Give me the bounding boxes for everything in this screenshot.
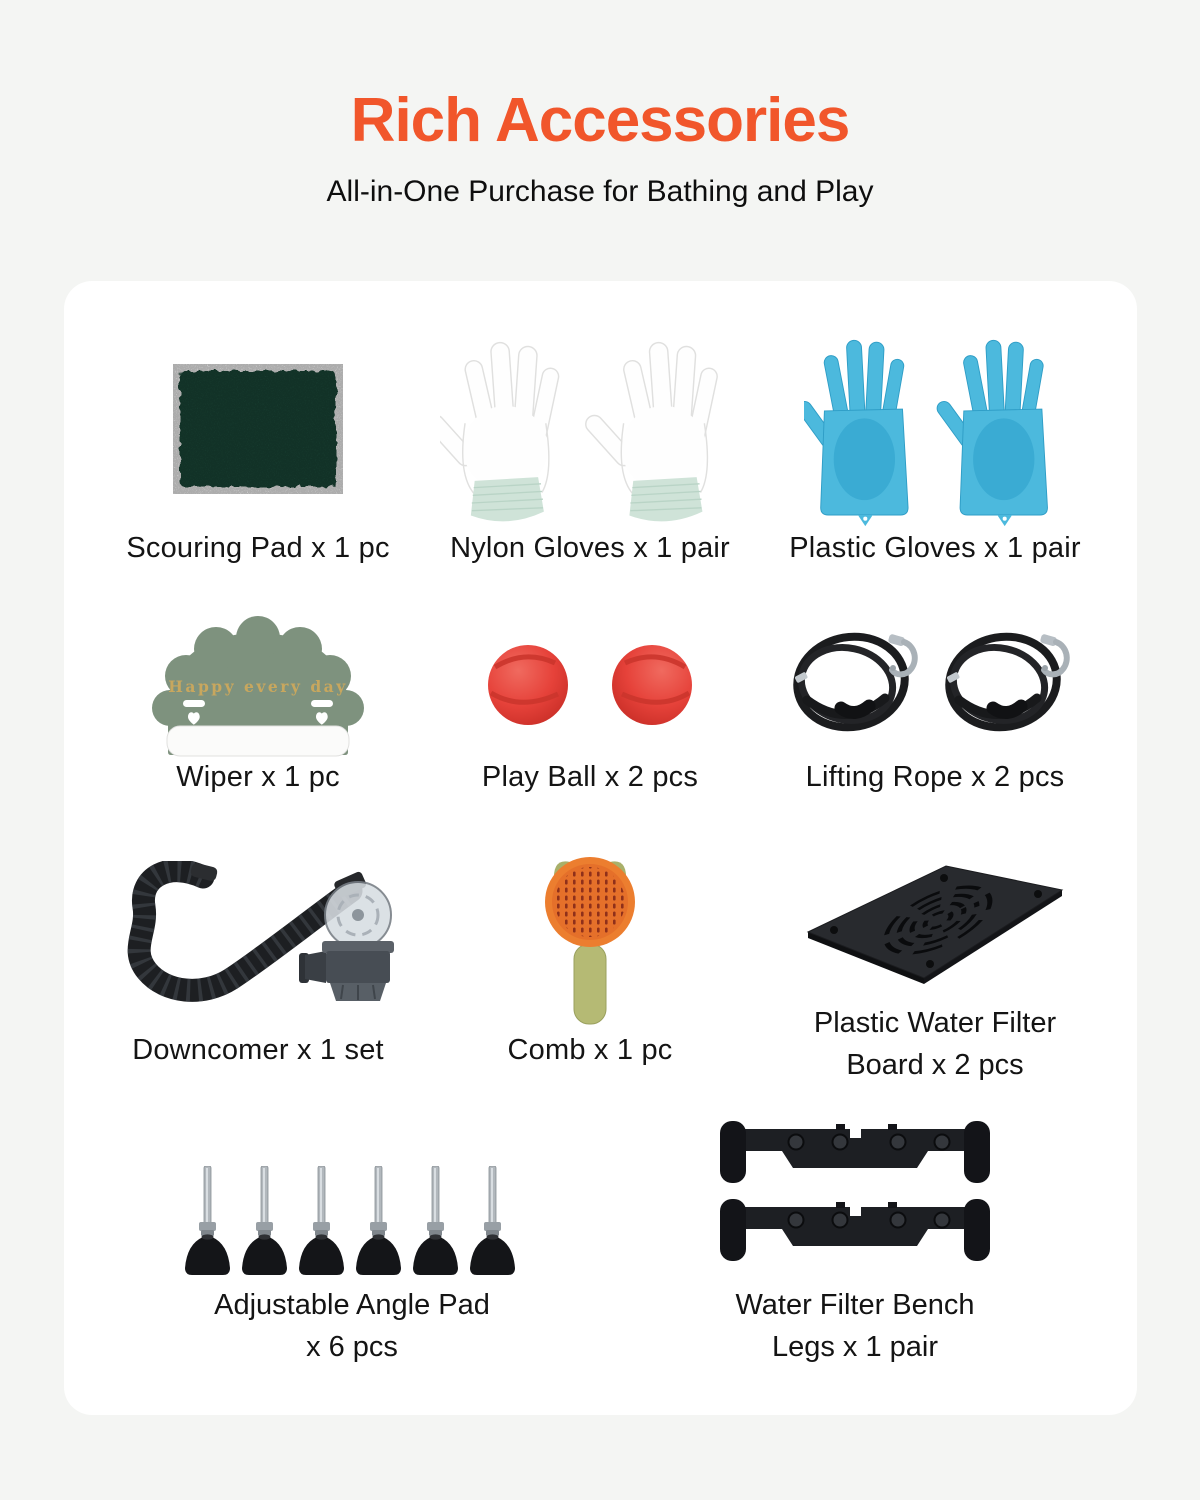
plastic-gloves-icon xyxy=(804,331,1066,528)
play-ball-icon xyxy=(485,641,695,729)
item-scouring-pad xyxy=(88,330,428,568)
item-label: Scouring Pad x 1 pc xyxy=(126,532,390,564)
item-adjustable-angle-pad xyxy=(152,1100,552,1368)
scouring-pad-icon xyxy=(173,364,343,494)
lifting-rope-icon xyxy=(789,624,1081,746)
item-label-line1: Plastic Water Filter xyxy=(813,1007,1057,1039)
adjustable-angle-pad-icon xyxy=(182,1166,522,1278)
item-downcomer xyxy=(88,842,428,1070)
item-water-filter-board xyxy=(772,842,1098,1086)
nylon-gloves-icon xyxy=(440,331,740,528)
water-filter-board-icon xyxy=(798,856,1073,988)
item-label xyxy=(735,1284,974,1368)
item-label-line2: Legs x 1 pair xyxy=(771,1331,939,1363)
item-label: Lifting Rope x 2 pcs xyxy=(805,761,1065,793)
item-label-line2: Board x 2 pcs xyxy=(846,1049,1024,1081)
item-label: Play Ball x 2 pcs xyxy=(481,761,699,793)
item-wiper xyxy=(88,612,428,797)
item-label: Nylon Gloves x 1 pair xyxy=(450,532,730,564)
item-label xyxy=(214,1284,490,1368)
wiper-engraving: Happy every day xyxy=(168,677,348,696)
item-label: Comb x 1 pc xyxy=(507,1034,673,1066)
item-label: Downcomer x 1 set xyxy=(132,1034,384,1066)
item-comb xyxy=(430,842,750,1070)
item-water-filter-bench-legs xyxy=(660,1100,1050,1368)
water-filter-bench-legs-icon xyxy=(720,1121,990,1263)
downcomer-icon xyxy=(111,861,406,1011)
item-label-line1: Adjustable Angle Pad xyxy=(214,1289,490,1321)
item-label-line2: x 6 pcs xyxy=(306,1331,398,1363)
page-subtitle: All-in-One Purchase for Bathing and Play xyxy=(326,175,874,208)
item-label: Wiper x 1 pc xyxy=(176,761,340,793)
item-nylon-gloves xyxy=(430,330,750,568)
header xyxy=(0,0,1200,210)
item-play-ball xyxy=(430,612,750,797)
item-label-line1: Water Filter Bench xyxy=(735,1289,975,1321)
page-title: Rich Accessories xyxy=(350,86,850,155)
comb-icon xyxy=(530,846,650,1026)
item-lifting-rope xyxy=(772,612,1098,797)
item-label: Plastic Gloves x 1 pair xyxy=(789,532,1081,564)
item-label xyxy=(814,1002,1056,1086)
item-plastic-gloves xyxy=(772,330,1098,568)
wiper-icon xyxy=(143,612,373,757)
